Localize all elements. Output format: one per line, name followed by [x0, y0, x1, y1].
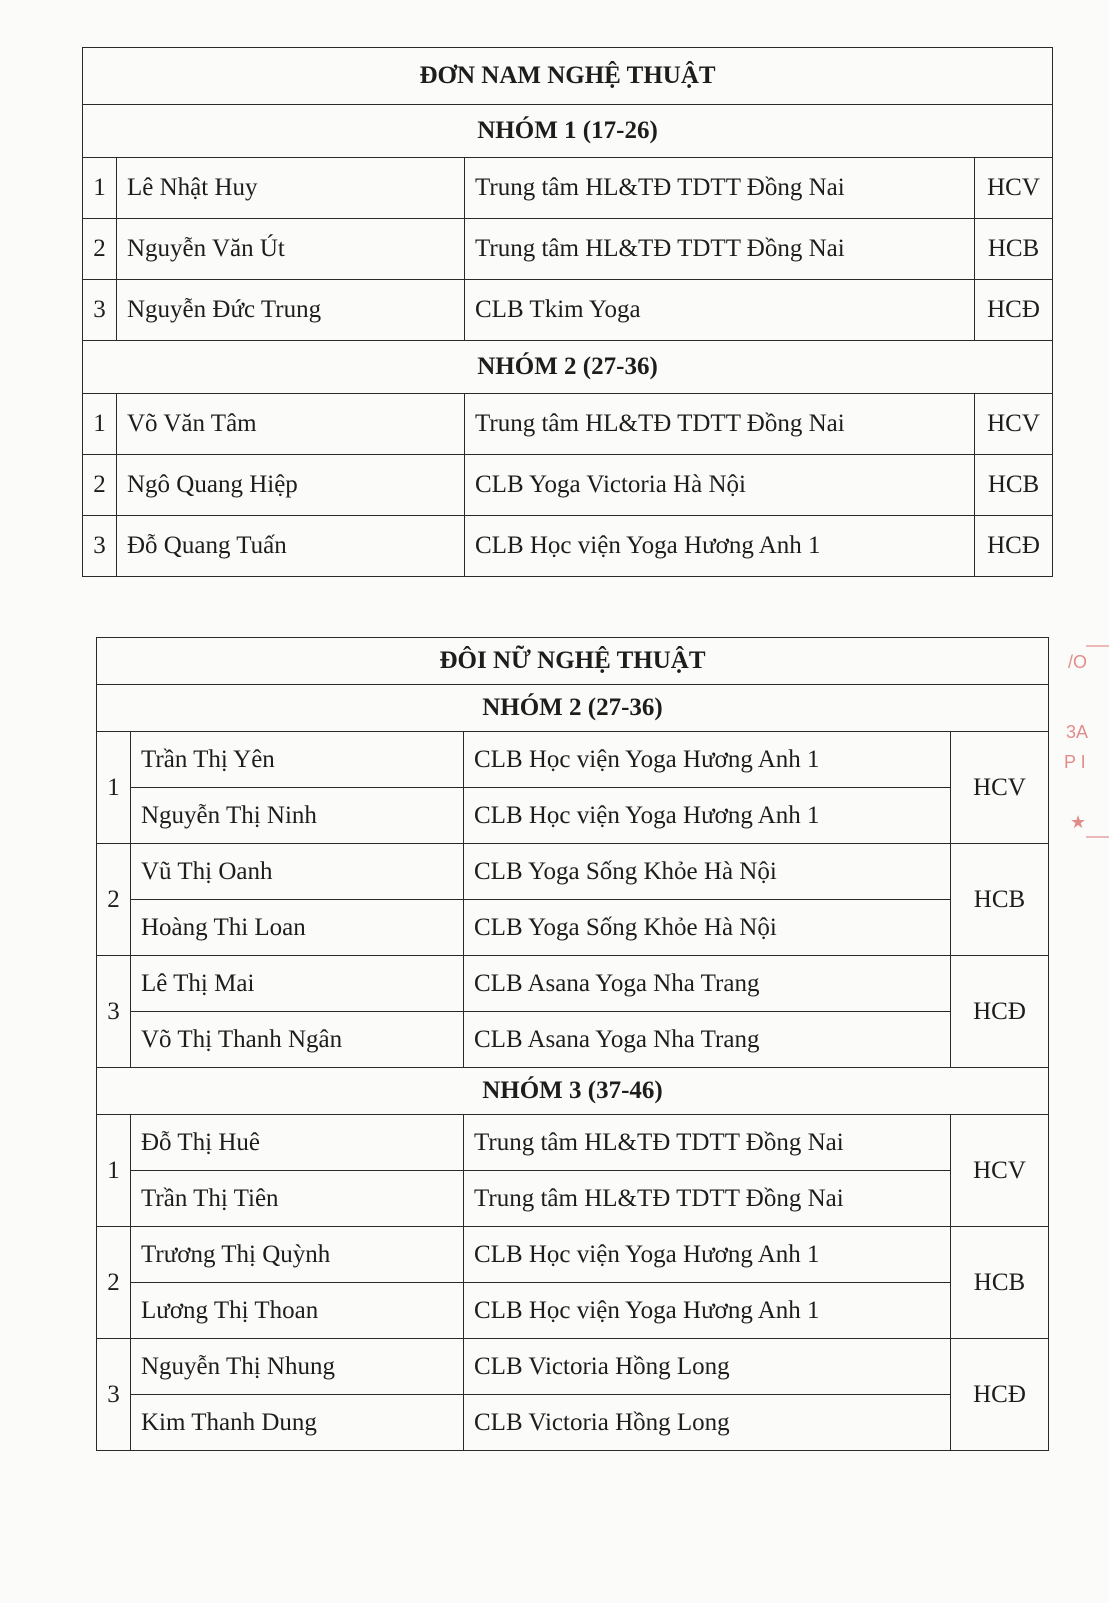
athlete-name: Nguyễn Thị Nhung: [131, 1339, 464, 1395]
rank-cell: 1: [97, 1115, 131, 1227]
athlete-name: Lê Thị Mai: [131, 956, 464, 1012]
athlete-name: Võ Thị Thanh Ngân: [131, 1012, 464, 1068]
results-table-single-men: [82, 47, 1053, 577]
athlete-name: Nguyễn Văn Út: [117, 219, 465, 280]
rank-cell: 2: [83, 455, 117, 516]
group-title-row: [97, 685, 1049, 732]
group-title: NHÓM 2 (27-36): [83, 341, 1053, 394]
table-row: [97, 900, 1049, 956]
group-title-row: [83, 341, 1053, 394]
rank-cell: 1: [97, 732, 131, 844]
rank-cell: 2: [97, 844, 131, 956]
athlete-name: Trần Thị Yên: [131, 732, 464, 788]
club-name: CLB Học viện Yoga Hương Anh 1: [464, 788, 951, 844]
athlete-name: Nguyễn Thị Ninh: [131, 788, 464, 844]
margin-fragment: P I: [1064, 752, 1086, 772]
club-name: Trung tâm HL&TĐ TDTT Đồng Nai: [464, 1115, 951, 1171]
group-title: NHÓM 1 (17-26): [83, 105, 1053, 158]
group-title-row: [83, 105, 1053, 158]
section-title-row: [97, 638, 1049, 685]
athlete-name: Đỗ Thị Huê: [131, 1115, 464, 1171]
club-name: CLB Victoria Hồng Long: [464, 1339, 951, 1395]
table-row: [97, 1339, 1049, 1395]
rank-cell: 2: [97, 1227, 131, 1339]
medal-cell: HCB: [951, 1227, 1049, 1339]
athlete-name: Lê Nhật Huy: [117, 158, 465, 219]
athlete-name: Đỗ Quang Tuấn: [117, 516, 465, 577]
group-title: NHÓM 2 (27-36): [97, 685, 1049, 732]
club-name: Trung tâm HL&TĐ TDTT Đồng Nai: [465, 394, 975, 455]
club-name: CLB Học viện Yoga Hương Anh 1: [464, 1227, 951, 1283]
results-table-pair-women: [96, 637, 1049, 1451]
club-name: Trung tâm HL&TĐ TDTT Đồng Nai: [465, 219, 975, 280]
table-row: [83, 219, 1053, 280]
rank-cell: 1: [83, 394, 117, 455]
rank-cell: 3: [97, 956, 131, 1068]
table-row: [97, 1283, 1049, 1339]
table-row: [83, 455, 1053, 516]
medal-cell: HCĐ: [951, 1339, 1049, 1451]
rank-cell: 3: [83, 516, 117, 577]
margin-line: [1086, 645, 1109, 647]
section-title: ĐƠN NAM NGHỆ THUẬT: [83, 48, 1053, 105]
club-name: CLB Học viện Yoga Hương Anh 1: [464, 732, 951, 788]
athlete-name: Ngô Quang Hiệp: [117, 455, 465, 516]
table-row: [97, 1227, 1049, 1283]
table-row: [83, 516, 1053, 577]
rank-cell: 3: [83, 280, 117, 341]
medal-cell: HCV: [975, 394, 1053, 455]
table-row: [97, 1012, 1049, 1068]
athlete-name: Võ Văn Tâm: [117, 394, 465, 455]
club-name: CLB Yoga Sống Khỏe Hà Nội: [464, 900, 951, 956]
club-name: CLB Asana Yoga Nha Trang: [464, 1012, 951, 1068]
athlete-name: Hoàng Thi Loan: [131, 900, 464, 956]
medal-cell: HCV: [951, 1115, 1049, 1227]
rank-cell: 3: [97, 1339, 131, 1451]
margin-line: [1086, 836, 1109, 838]
club-name: Trung tâm HL&TĐ TDTT Đồng Nai: [465, 158, 975, 219]
table-row: [83, 280, 1053, 341]
table-row: [83, 158, 1053, 219]
medal-cell: HCV: [951, 732, 1049, 844]
medal-cell: HCB: [975, 455, 1053, 516]
section-title: ĐÔI NỮ NGHỆ THUẬT: [97, 638, 1049, 685]
club-name: CLB Tkim Yoga: [465, 280, 975, 341]
table-row: [97, 1115, 1049, 1171]
table-row: [97, 844, 1049, 900]
athlete-name: Trần Thị Tiên: [131, 1171, 464, 1227]
athlete-name: Trương Thị Quỳnh: [131, 1227, 464, 1283]
table-row: [97, 732, 1049, 788]
medal-cell: HCĐ: [975, 280, 1053, 341]
section-title-row: [83, 48, 1053, 105]
table-row: [97, 1395, 1049, 1451]
athlete-name: Kim Thanh Dung: [131, 1395, 464, 1451]
group-title-row: [97, 1068, 1049, 1115]
table-row: [83, 394, 1053, 455]
margin-star-icon: ★: [1070, 812, 1087, 832]
athlete-name: Nguyễn Đức Trung: [117, 280, 465, 341]
section-0-body: [83, 48, 1053, 577]
club-name: CLB Yoga Victoria Hà Nội: [465, 455, 975, 516]
table-row: [97, 1171, 1049, 1227]
rank-cell: 1: [83, 158, 117, 219]
margin-fragment: 3A: [1066, 722, 1089, 742]
table-row: [97, 788, 1049, 844]
section-1-body: [97, 638, 1049, 1451]
medal-cell: HCĐ: [951, 956, 1049, 1068]
club-name: CLB Học viện Yoga Hương Anh 1: [464, 1283, 951, 1339]
group-title: NHÓM 3 (37-46): [97, 1068, 1049, 1115]
table-row: [97, 956, 1049, 1012]
club-name: CLB Học viện Yoga Hương Anh 1: [465, 516, 975, 577]
medal-cell: HCB: [951, 844, 1049, 956]
club-name: Trung tâm HL&TĐ TDTT Đồng Nai: [464, 1171, 951, 1227]
rank-cell: 2: [83, 219, 117, 280]
athlete-name: Vũ Thị Oanh: [131, 844, 464, 900]
club-name: CLB Yoga Sống Khỏe Hà Nội: [464, 844, 951, 900]
athlete-name: Lương Thị Thoan: [131, 1283, 464, 1339]
medal-cell: HCĐ: [975, 516, 1053, 577]
margin-fragment: /O: [1068, 652, 1088, 672]
club-name: CLB Asana Yoga Nha Trang: [464, 956, 951, 1012]
medal-cell: HCB: [975, 219, 1053, 280]
club-name: CLB Victoria Hồng Long: [464, 1395, 951, 1451]
medal-cell: HCV: [975, 158, 1053, 219]
